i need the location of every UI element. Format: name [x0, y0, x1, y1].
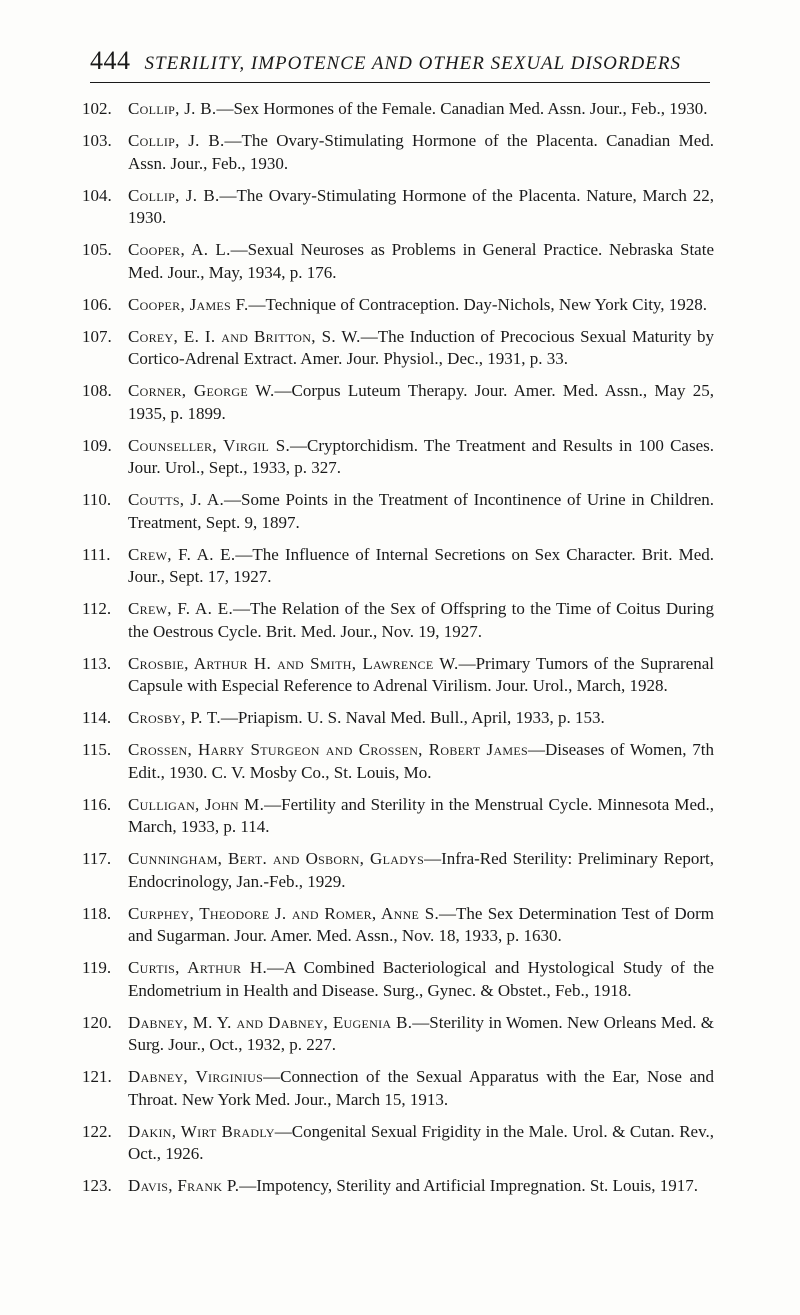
page-header — [90, 46, 710, 83]
reference-author: Corey, E. I. and Britton, S. W. — [128, 326, 361, 346]
reference-author: Coutts, J. A. — [128, 490, 225, 509]
reference-author: Crossen, Harry Sturgeon and Crossen, Robert James — [128, 740, 528, 759]
reference-number: 119. — [82, 958, 112, 977]
reference-number: 106. — [82, 294, 112, 314]
reference-author: Culligan, John M. — [128, 794, 265, 814]
reference-author: Cunningham, Bert. and Osborn, Gladys — [128, 849, 425, 868]
reference-text: —Priapism. U. S. Naval Med. Bull., April, 1933, p. 153. — [220, 708, 605, 727]
reference-text: —Primary Tumors of the Suprarenal Capsule with Especial Reference to Adrenal Virilism. Jour. Urol., March, 1928. — [128, 653, 714, 695]
reference-number: 112. — [82, 599, 112, 618]
reference-entry — [82, 239, 714, 284]
reference-author: Dabney, Virginius — [128, 1067, 264, 1086]
reference-author: Collip, J. B. — [128, 99, 217, 118]
reference-entry — [82, 544, 714, 589]
reference-number: 111. — [82, 544, 111, 564]
reference-entry — [82, 326, 714, 371]
reference-entry — [82, 598, 714, 643]
reference-text: —Some Points in the Treatment of Incontinence of Urine in Children. Treatment, Sept. 9, 1897. — [128, 490, 714, 532]
reference-author: Collip, J. B. — [128, 131, 225, 150]
reference-author: Crosbie, Arthur H. and Smith, Lawrence W. — [128, 653, 459, 673]
reference-author: Cooper, James F. — [128, 294, 249, 314]
reference-text: —The Relation of the Sex of Offspring to the Time of Coitus During the Oestrous Cycle. Brit. Med. Jour., Nov. 19, 1927. — [128, 599, 714, 641]
reference-number: 123. — [82, 1176, 112, 1195]
reference-list — [82, 98, 714, 1207]
reference-number: 115. — [82, 740, 112, 759]
reference-entry — [82, 957, 714, 1002]
reference-author: Crosby, P. T. — [128, 708, 221, 727]
reference-entry — [82, 1066, 714, 1111]
reference-text: —Corpus Luteum Therapy. Jour. Amer. Med. Assn., May 25, 1935, p. 1899. — [128, 381, 715, 423]
reference-number: 108. — [82, 381, 112, 400]
reference-author: Corner, George W. — [128, 381, 275, 400]
reference-entry — [82, 185, 714, 230]
reference-author: Curtis, Arthur H. — [128, 958, 268, 977]
page-number: 444 — [90, 46, 131, 75]
reference-author: Crew, F. A. E. — [128, 599, 233, 618]
reference-author: Dakin, Wirt Bradly — [128, 1121, 275, 1141]
reference-number: 105. — [82, 240, 112, 259]
reference-text: —The Induction of Precocious Sexual Maturity by Cortico-Adrenal Extract. Amer. Jour. Physiol., Dec., 1931, p. 33. — [128, 326, 714, 368]
reference-entry — [82, 1121, 714, 1166]
reference-number: 113. — [82, 653, 112, 673]
reference-text: —Cryptorchidism. The Treatment and Results in 100 Cases. Jour. Urol., Sept., 1933, p. 327. — [128, 435, 714, 477]
reference-text: —Technique of Contraception. Day-Nichols, New York City, 1928. — [248, 294, 708, 314]
reference-entry — [82, 707, 714, 730]
reference-entry — [82, 380, 714, 425]
reference-author: Cooper, A. L. — [128, 240, 231, 259]
reference-entry — [82, 435, 714, 480]
reference-entry — [82, 794, 714, 839]
reference-number: 103. — [82, 131, 112, 150]
reference-entry — [82, 98, 714, 121]
reference-author: Crew, F. A. E. — [128, 544, 236, 564]
reference-entry — [82, 294, 714, 317]
reference-number: 121. — [82, 1067, 112, 1086]
reference-text: —Sex Hormones of the Female. Canadian Med. Assn. Jour., Feb., 1930. — [216, 99, 708, 118]
reference-number: 120. — [82, 1012, 112, 1032]
reference-text: —Fertility and Sterility in the Menstrual Cycle. Minnesota Med., March, 1933, p. 114. — [128, 794, 714, 836]
reference-number: 104. — [82, 185, 112, 205]
reference-number: 102. — [82, 99, 112, 118]
reference-author: Dabney, M. Y. and Dabney, Eugenia B. — [128, 1012, 413, 1032]
reference-number: 110. — [82, 490, 112, 509]
reference-number: 109. — [82, 435, 112, 455]
reference-text: —The Ovary-Stimulating Hormone of the Placenta. Canadian Med. Assn. Jour., Feb., 1930. — [128, 131, 714, 173]
reference-text: —Impotency, Sterility and Artificial Impregnation. St. Louis, 1917. — [239, 1176, 699, 1195]
reference-entry — [82, 489, 714, 534]
reference-entry — [82, 1175, 714, 1198]
reference-number: 118. — [82, 903, 112, 923]
reference-text: —The Sex Determination Test of Dorm and Sugarman. Jour. Amer. Med. Assn., Nov. 18, 1933, p. 1630. — [128, 903, 714, 945]
reference-text: —Connection of the Sexual Apparatus with the Ear, Nose and Throat. New York Med. Jour., March 15, 1913. — [128, 1067, 715, 1109]
reference-entry — [82, 1012, 714, 1057]
reference-entry — [82, 848, 714, 893]
reference-entry — [82, 653, 714, 698]
reference-author: Collip, J. B. — [128, 185, 220, 205]
reference-text: —Diseases of Women, 7th Edit., 1930. C. V. Mosby Co., St. Louis, Mo. — [128, 740, 714, 782]
reference-number: 117. — [82, 849, 112, 868]
reference-number: 114. — [82, 708, 112, 727]
reference-entry — [82, 130, 714, 175]
reference-entry — [82, 739, 714, 784]
reference-text: —Sterility in Women. New Orleans Med. & Surg. Jour., Oct., 1932, p. 227. — [128, 1012, 714, 1054]
reference-number: 107. — [82, 326, 112, 346]
reference-text: —Sexual Neuroses as Problems in General Practice. Nebraska State Med. Jour., May, 1934, p. 176. — [128, 240, 714, 282]
reference-text: —The Influence of Internal Secretions on Sex Character. Brit. Med. Jour., Sept. 17, 1927. — [128, 544, 714, 586]
reference-author: Counseller, Virgil S. — [128, 435, 291, 455]
reference-text: —A Combined Bacteriological and Hystological Study of the Endometrium in Health and Disease. Surg., Gynec. & Obstet., Feb., 1918. — [128, 958, 715, 1000]
reference-number: 122. — [82, 1121, 112, 1141]
reference-author: Curphey, Theodore J. and Romer, Anne S. — [128, 903, 440, 923]
running-title: STERILITY, IMPOTENCE AND OTHER SEXUAL DISORDERS — [144, 53, 681, 74]
reference-number: 116. — [82, 794, 112, 814]
reference-author: Davis, Frank P. — [128, 1176, 240, 1195]
reference-text: —Infra-Red Sterility: Preliminary Report, Endocrinology, Jan.-Feb., 1929. — [128, 849, 714, 891]
reference-text: —Congenital Sexual Frigidity in the Male. Urol. & Cutan. Rev., Oct., 1926. — [128, 1121, 714, 1163]
reference-text: —The Ovary-Stimulating Hormone of the Placenta. Nature, March 22, 1930. — [128, 185, 714, 227]
reference-entry — [82, 903, 714, 948]
